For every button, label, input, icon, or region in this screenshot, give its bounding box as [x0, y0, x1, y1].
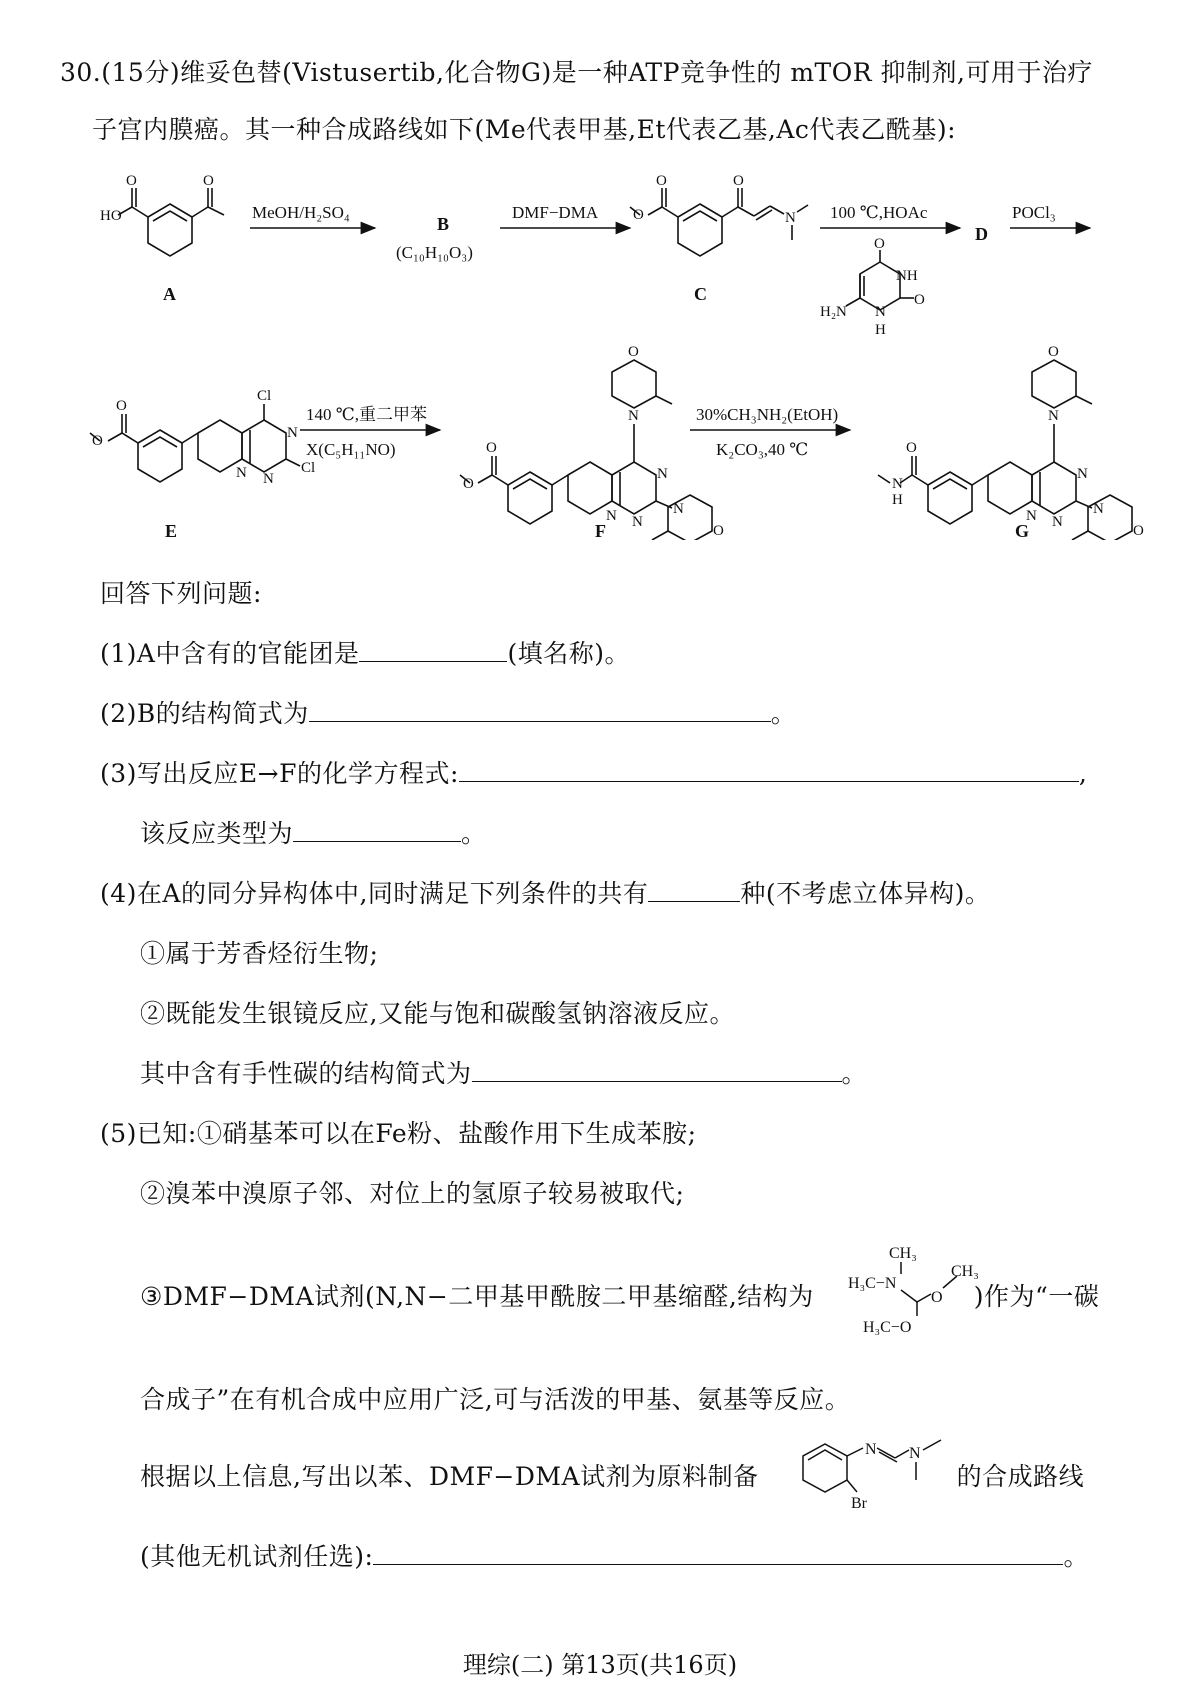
question-4-suffix: 种(不考虑立体异构)。 — [740, 879, 991, 908]
question-2-suffix: 。 — [770, 699, 797, 728]
reagent-c-to-d: 100 ℃,HOAc — [830, 203, 928, 222]
question-5-info-2: ②溴苯中溴原子邻、对位上的氢原子较易被取代; — [140, 1179, 685, 1208]
label-compound-a: A — [163, 284, 176, 304]
atom-o: O — [486, 440, 497, 456]
question-header-line2: 子宫内膜癌。其一种合成路线如下(Me代表甲基,Et代表乙基,Ac代表乙酰基): — [92, 115, 957, 144]
atom-h: H — [875, 322, 886, 338]
answer-blank-4b[interactable] — [472, 1059, 842, 1082]
dmfdma-o-right: O — [931, 1289, 943, 1306]
dmfdma-h3c-o: H₃C−O — [863, 1319, 912, 1336]
answer-blank-3a[interactable] — [459, 759, 1079, 782]
atom-cl: Cl — [301, 460, 316, 476]
question-5-answer-text: (其他无机试剂任选): — [140, 1542, 374, 1571]
atom-o: O — [906, 440, 917, 456]
atom-n: N — [1077, 466, 1088, 482]
label-compound-e: E — [165, 521, 178, 540]
atom-n: N — [263, 471, 274, 487]
question-3-type-text: 该反应类型为 — [140, 819, 294, 848]
questions-intro: 回答下列问题: — [100, 579, 262, 608]
label-b-formula: (C₁₀H₁₀O₃) — [396, 243, 473, 262]
label-compound-d: D — [975, 224, 988, 244]
question-4-condition-1: ①属于芳香烃衍生物; — [140, 939, 379, 968]
aminouracil-ring — [860, 262, 900, 310]
atom-n: N — [892, 476, 903, 492]
atom-h2n: H₂N — [820, 304, 847, 320]
atom-o: O — [126, 173, 137, 189]
question-3-type — [140, 817, 487, 851]
page-footer: 理综(二) 第13页(共16页) — [462, 1651, 738, 1679]
answer-blank-4a[interactable] — [648, 879, 740, 902]
atom-o: O — [92, 433, 103, 449]
atom-n: N — [657, 466, 668, 482]
question-5-info-3-suffix: )作为“一碳 — [973, 1282, 1100, 1311]
morpholine-g-top — [1032, 360, 1076, 408]
atom-ho: HO — [100, 208, 122, 224]
answer-blank-1[interactable] — [359, 639, 507, 662]
question-5-info-3-text: ③DMF−DMA试剂(N,N−二甲基甲酰胺二甲基缩醛,结构为 — [140, 1282, 814, 1311]
atom-n: N — [628, 408, 639, 424]
question-1-text: (1)A中含有的官能团是 — [100, 639, 360, 668]
atom-o: O — [874, 236, 885, 252]
answer-blank-2[interactable] — [309, 699, 771, 722]
atom-nh: NH — [896, 268, 918, 284]
atom-n: N — [632, 514, 643, 530]
atom-n: N — [1048, 408, 1059, 424]
question-1-suffix: (填名称)。 — [507, 639, 630, 668]
atom-cl: Cl — [257, 388, 272, 404]
reagent-e-to-f-bottom: X(C₅H₁₁NO) — [306, 440, 396, 459]
synthesis-scheme — [0, 0, 1200, 540]
question-5-target-suffix: 的合成路线 — [956, 1462, 1085, 1491]
question-4-condition-2: ②既能发生银镜反应,又能与饱和碳酸氢钠溶液反应。 — [140, 999, 735, 1028]
atom-n: N — [1093, 501, 1104, 517]
question-header-line1: 30.(15分)维妥色替(Vistusertib,化合物G)是一种ATP竞争性的 mTOR 抑制剂,可用于治疗 — [60, 58, 1093, 87]
answer-blank-3b[interactable] — [293, 819, 461, 842]
dmfdma-h3c-n: H₃C−N — [848, 1275, 897, 1292]
question-5-answer-suffix: 。 — [1063, 1542, 1089, 1571]
atom-o: O — [914, 292, 925, 308]
atom-h: H — [892, 492, 903, 508]
label-compound-c: C — [694, 284, 707, 304]
atom-o: O — [1133, 523, 1144, 539]
answer-blank-5[interactable] — [373, 1542, 1063, 1565]
question-4 — [100, 877, 990, 911]
atom-n: N — [673, 501, 684, 517]
question-3-type-suffix: 。 — [461, 819, 487, 848]
atom-o: O — [713, 523, 724, 539]
atom-n: N — [606, 508, 617, 524]
atom-n: N — [785, 210, 796, 226]
reagent-f-to-g-top: 30%CH₃NH₂(EtOH) — [696, 405, 839, 424]
question-5-info-1: (5)已知:①硝基苯可以在Fe粉、盐酸作用下生成苯胺; — [100, 1119, 697, 1148]
reagent-b-to-c: DMF−DMA — [512, 203, 599, 222]
label-compound-f: F — [595, 521, 606, 540]
atom-o: O — [1048, 344, 1059, 360]
target-atom-n: N — [865, 1441, 877, 1458]
question-1 — [100, 637, 630, 671]
target-atom-n: N — [909, 1445, 921, 1462]
atom-o: O — [203, 173, 214, 189]
question-4-text: (4)在A的同分异构体中,同时满足下列条件的共有 — [100, 879, 649, 908]
dmfdma-ch3-right: CH₃ — [951, 1263, 979, 1280]
target-atom-br: Br — [851, 1495, 867, 1512]
dmf-dma-structure — [823, 1230, 983, 1340]
reagent-e-to-f-top: 140 ℃,重二甲苯 — [306, 405, 428, 424]
atom-o: O — [116, 398, 127, 414]
question-2-text: (2)B的结构简式为 — [100, 699, 309, 728]
atom-o: O — [633, 207, 644, 223]
atom-o: O — [656, 173, 667, 189]
question-4-chiral-suffix: 。 — [841, 1059, 868, 1088]
target-amidine-structure — [785, 1432, 985, 1522]
question-4-chiral-text: 其中含有手性碳的结构简式为 — [140, 1059, 472, 1088]
question-3 — [100, 757, 1087, 791]
reagent-f-to-g-bottom: K₂CO₃,40 ℃ — [716, 440, 809, 459]
reagent-d-to-e: POCl₃ — [1012, 203, 1056, 222]
question-3-text: (3)写出反应E→F的化学方程式: — [100, 759, 459, 788]
atom-n: N — [1026, 508, 1037, 524]
atom-o: O — [463, 476, 474, 492]
dmfdma-ch3-top: CH₃ — [889, 1245, 917, 1262]
label-compound-g: G — [1015, 521, 1030, 540]
atom-n: N — [287, 425, 298, 441]
question-4-chiral — [140, 1057, 867, 1091]
question-2 — [100, 697, 796, 731]
reagent-a-to-b: MeOH/H₂SO₄ — [252, 203, 350, 222]
question-5-target-text: 根据以上信息,写出以苯、DMF−DMA试剂为原料制备 — [140, 1462, 759, 1491]
atom-o: O — [628, 344, 639, 360]
label-compound-b: B — [437, 214, 450, 234]
question-5-answer — [140, 1540, 1089, 1574]
question-5-info-3-cont: 合成子”在有机合成中应用广泛,可与活泼的甲基、氨基等反应。 — [140, 1385, 851, 1414]
question-3-comma: , — [1078, 759, 1088, 788]
atom-n: N — [875, 304, 886, 320]
morpholine-f-top — [612, 360, 656, 408]
atom-o: O — [733, 173, 744, 189]
atom-n: N — [236, 465, 247, 481]
atom-n: N — [1052, 514, 1063, 530]
